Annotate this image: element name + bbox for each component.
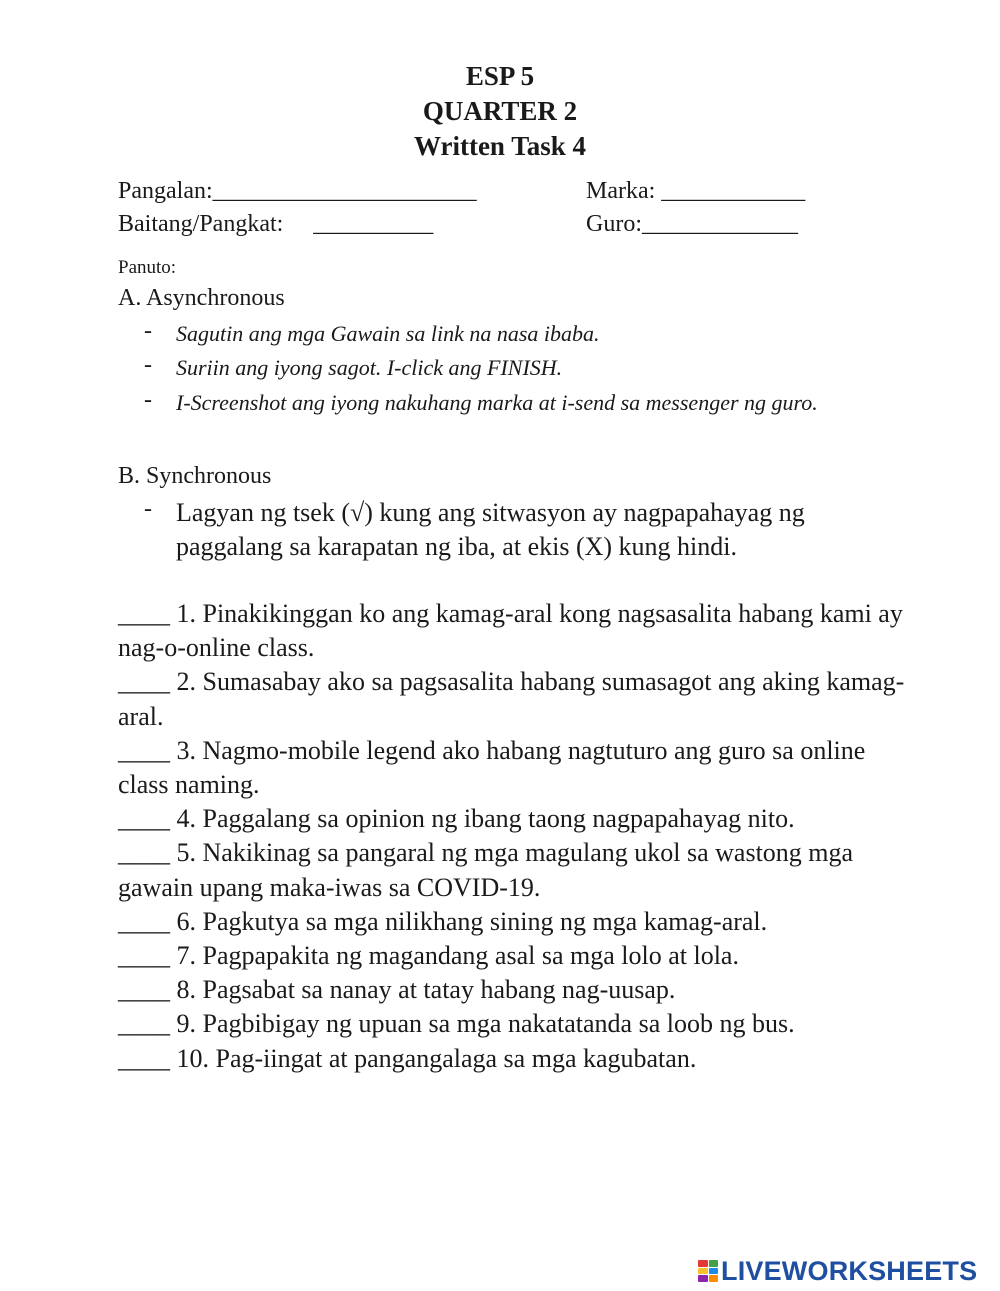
bullet-dash: -: [144, 387, 152, 413]
item-list: [118, 597, 918, 1076]
logo-square-icon: [709, 1260, 719, 1267]
logo-square-icon: [709, 1268, 719, 1275]
list-item[interactable]: ____ 2. Sumasabay ako sa pagsasalita habang sumasagot ang aking kamag-aral.: [118, 667, 905, 731]
liveworksheets-logo[interactable]: [698, 1255, 977, 1287]
task-title: Written Task 4: [413, 131, 587, 161]
baitang-field[interactable]: Baitang/Pangkat: __________: [118, 211, 434, 237]
list-item[interactable]: ____ 4. Paggalang sa opinion ng ibang taong nagpapahayag nito.: [118, 804, 795, 834]
list-item[interactable]: ____ 7. Pagpapakita ng magandang asal sa mga lolo at lola.: [118, 941, 739, 971]
logo-square-icon: [698, 1268, 708, 1275]
marka-field[interactable]: Marka: ____________: [586, 178, 806, 204]
section-a-title: A. Asynchronous: [118, 285, 285, 311]
guro-field[interactable]: Guro:_____________: [586, 211, 798, 237]
list-item[interactable]: ____ 3. Nagmo-mobile legend ako habang nagtuturo ang guro sa online class naming.: [118, 735, 866, 800]
list-item[interactable]: ____ 5. Nakikinag sa pangaral ng mga magulang ukol sa wastong mga gawain upang maka-iwas sa COVID-19.: [118, 838, 854, 902]
list-item[interactable]: ____ 8. Pagsabat sa nanay at tatay habang nag-uusap.: [118, 975, 676, 1005]
liveworksheets-logo-icon: [698, 1260, 718, 1282]
synch-instruction: Lagyan ng tsek (√) kung ang sitwasyon ay nagpapahayag ng paggalang sa karapatan ng iba, at ekis (X) kung hindi.: [176, 498, 805, 561]
list-item[interactable]: ____ 10. Pag-iingat at pangangalaga sa mga kagubatan.: [118, 1043, 697, 1073]
section-b-title: B. Synchronous: [118, 463, 272, 489]
list-item[interactable]: ____ 1. Pinakikinggan ko ang kamag-aral kong nagsasalita habang kami ay nag-o-online class.: [118, 599, 903, 663]
bullet-dash: -: [144, 318, 152, 344]
bullet-dash: -: [144, 352, 152, 378]
list-item[interactable]: ____ 9. Pagbibigay ng upuan sa mga nakatatanda sa loob ng bus.: [118, 1009, 795, 1039]
panuto-label: Panuto:: [118, 257, 177, 278]
liveworksheets-brand: LIVEWORKSHEETS: [721, 1255, 978, 1286]
pangalan-field[interactable]: Pangalan:______________________: [118, 178, 477, 204]
async-bullet-3: I-Screenshot ang iyong nakuhang marka at i-send sa messenger ng guro.: [176, 390, 818, 415]
logo-square-icon: [698, 1275, 708, 1282]
logo-square-icon: [698, 1260, 708, 1267]
quarter-title: QUARTER 2: [422, 96, 578, 126]
list-item[interactable]: ____ 6. Pagkutya sa mga nilikhang sining ng mga kamag-aral.: [118, 906, 768, 936]
subject-title: ESP 5: [465, 61, 535, 91]
async-bullet-1: Sagutin ang mga Gawain sa link na nasa ibaba.: [176, 321, 600, 346]
async-bullet-2: Suriin ang iyong sagot. I-click ang FINISH.: [176, 355, 563, 380]
bullet-dash: -: [144, 496, 152, 522]
logo-square-icon: [709, 1275, 719, 1282]
